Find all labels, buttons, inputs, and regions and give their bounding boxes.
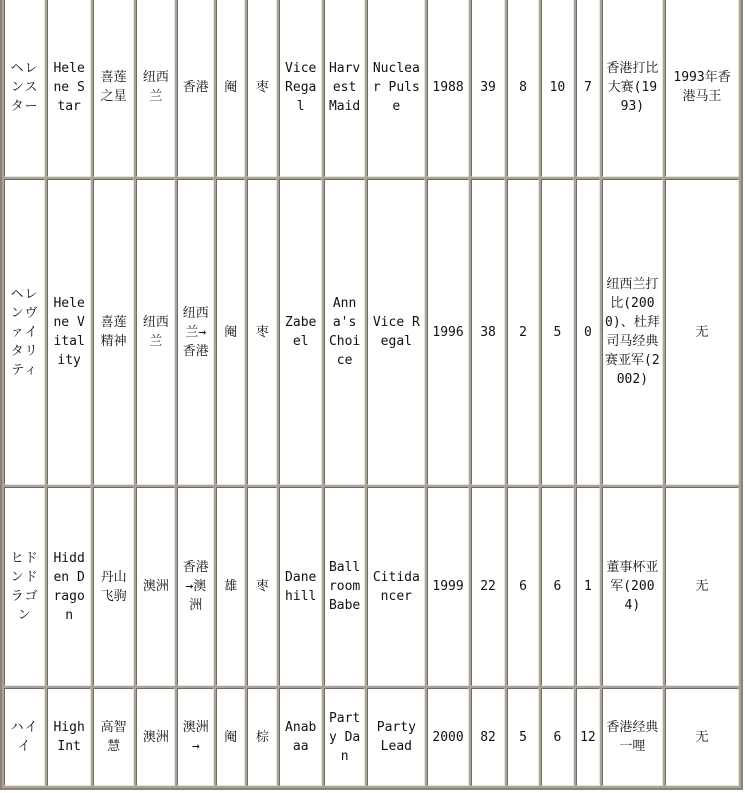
- third-place-cell: 7: [576, 0, 599, 177]
- dam-cell: Harvest Maid: [324, 0, 365, 177]
- table-row: [4, 179, 739, 485]
- sex-cell: 阉: [216, 179, 245, 485]
- starts-cell: 39: [471, 0, 506, 177]
- sex-cell: 雄: [216, 487, 245, 686]
- sire-cell: Zabeel: [279, 179, 321, 485]
- color-cell: 枣: [247, 179, 277, 485]
- damsire-cell: Party Lead: [367, 688, 425, 786]
- starts-cell: 82: [471, 688, 506, 786]
- chinese-name-cell: 喜莲精神: [93, 179, 134, 485]
- wins-cell: 5: [507, 688, 538, 786]
- origin-cell: 澳洲: [136, 688, 175, 786]
- color-cell: 枣: [247, 0, 277, 177]
- dam-cell: Ballroom Babe: [324, 487, 365, 686]
- major-wins-cell: 纽西兰打比(2000)、杜拜司马经典赛亚军(2002): [602, 179, 663, 485]
- japanese-name-cell: ヘレンヴァイタリティ: [4, 179, 45, 485]
- sex-cell: 阉: [216, 688, 245, 786]
- region-cell: 香港: [177, 0, 214, 177]
- second-place-cell: 10: [541, 0, 575, 177]
- color-cell: 枣: [247, 487, 277, 686]
- color-cell: 棕: [247, 688, 277, 786]
- region-cell: 纽西兰→香港: [177, 179, 214, 485]
- sire-cell: Danehill: [279, 487, 321, 686]
- birth-year-cell: 1999: [427, 487, 468, 686]
- honors-cell: 无: [665, 487, 739, 686]
- sire-cell: Anabaa: [279, 688, 321, 786]
- region-cell: 澳洲→: [177, 688, 214, 786]
- japanese-name-cell: ヘレンスター: [4, 0, 45, 177]
- birth-year-cell: 1988: [427, 0, 468, 177]
- third-place-cell: 12: [576, 688, 599, 786]
- major-wins-cell: 董事杯亚军(2004): [602, 487, 663, 686]
- chinese-name-cell: 喜莲之星: [93, 0, 134, 177]
- honors-cell: 无: [665, 179, 739, 485]
- table-row: [4, 487, 739, 686]
- honors-cell: 1993年香港马王: [665, 0, 739, 177]
- chinese-name-cell: 高智慧: [93, 688, 134, 786]
- third-place-cell: 0: [576, 179, 599, 485]
- major-wins-cell: 香港经典一哩: [602, 688, 663, 786]
- birth-year-cell: 2000: [427, 688, 468, 786]
- wins-cell: 6: [507, 487, 538, 686]
- english-name-cell: Helene Vitality: [47, 179, 91, 485]
- wins-cell: 2: [507, 179, 538, 485]
- starts-cell: 38: [471, 179, 506, 485]
- starts-cell: 22: [471, 487, 506, 686]
- origin-cell: 纽西兰: [136, 0, 175, 177]
- damsire-cell: Vice Regal: [367, 179, 425, 485]
- chinese-name-cell: 丹山飞驹: [93, 487, 134, 686]
- sire-cell: Vice Regal: [279, 0, 321, 177]
- wins-cell: 8: [507, 0, 538, 177]
- honors-cell: 无: [665, 688, 739, 786]
- region-cell: 香港→澳洲: [177, 487, 214, 686]
- birth-year-cell: 1996: [427, 179, 468, 485]
- second-place-cell: 6: [541, 487, 575, 686]
- second-place-cell: 5: [541, 179, 575, 485]
- second-place-cell: 6: [541, 688, 575, 786]
- major-wins-cell: 香港打比大赛(1993): [602, 0, 663, 177]
- origin-cell: 澳洲: [136, 487, 175, 686]
- damsire-cell: Citidancer: [367, 487, 425, 686]
- sex-cell: 阉: [216, 0, 245, 177]
- japanese-name-cell: ヒドンドラゴン: [4, 487, 45, 686]
- english-name-cell: High Int: [47, 688, 91, 786]
- english-name-cell: Helene Star: [47, 0, 91, 177]
- table-row: [4, 0, 739, 177]
- table-row: [4, 688, 739, 786]
- dam-cell: Anna's Choice: [324, 179, 365, 485]
- english-name-cell: Hidden Dragon: [47, 487, 91, 686]
- japanese-name-cell: ハイイ: [4, 688, 45, 786]
- origin-cell: 纽西兰: [136, 179, 175, 485]
- dam-cell: Party Dan: [324, 688, 365, 786]
- damsire-cell: Nuclear Pulse: [367, 0, 425, 177]
- third-place-cell: 1: [576, 487, 599, 686]
